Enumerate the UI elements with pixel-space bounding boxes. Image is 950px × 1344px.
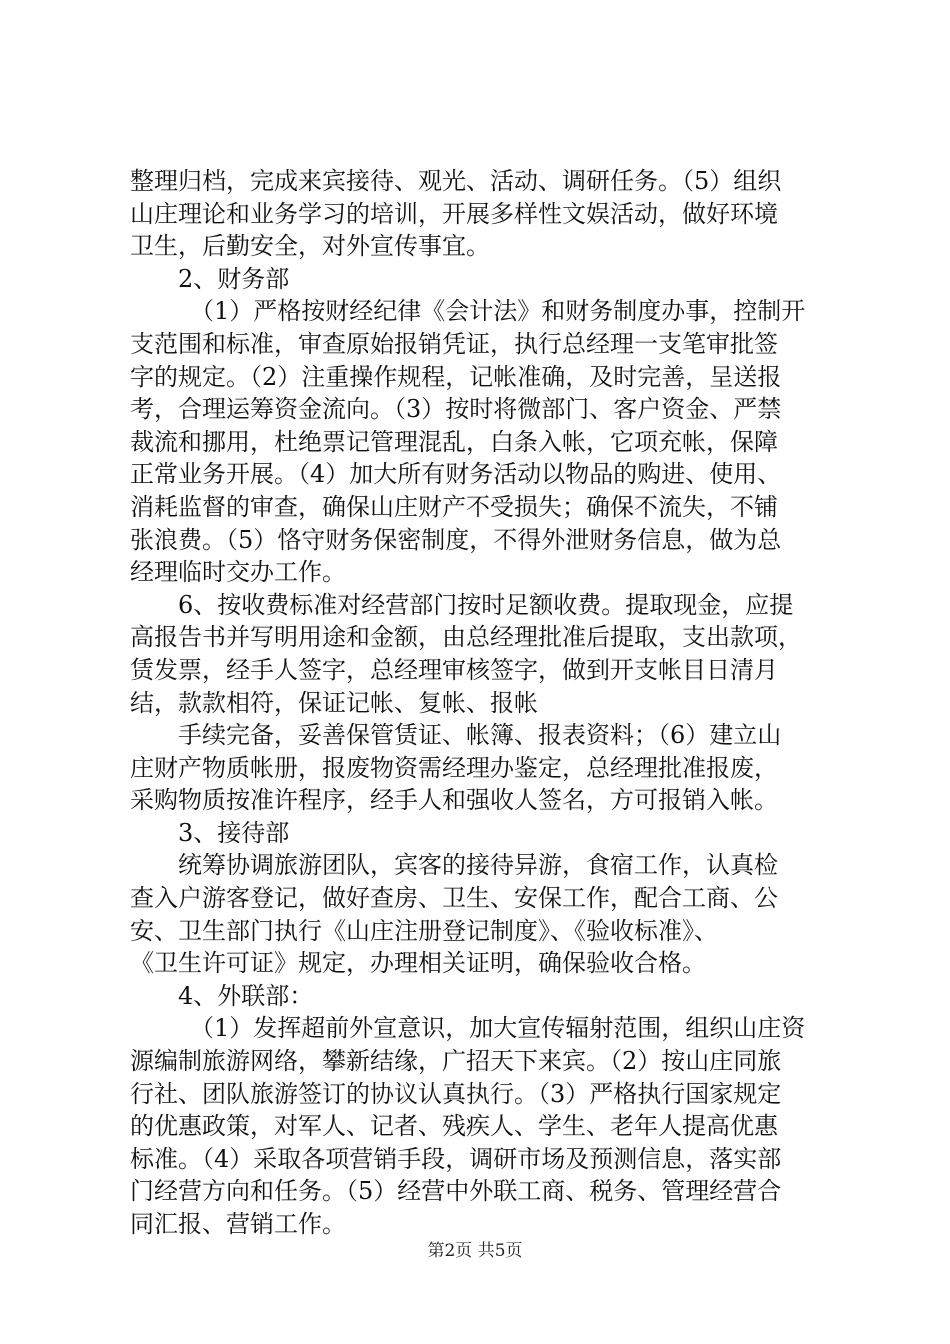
text-line: 查入户游客登记，做好查房、卫生、安保工作，配合工商、公	[130, 884, 778, 913]
text-line: 庄财产物质帐册，报废物资需经理办鉴定，总经理批准报废，	[130, 753, 778, 782]
text-line: 的优惠政策，对军人、记者、残疾人、学生、老年人提高优惠	[130, 1112, 778, 1141]
text-line: 同汇报、营销工作。	[130, 1210, 346, 1238]
text-line: 山庄理论和业务学习的培训，开展多样性文娱活动，做好环境	[130, 199, 778, 228]
text-line: 安、卫生部门执行《山庄注册登记制度》、《验收标准》、	[130, 916, 718, 945]
text-line: 高报告书并写明用途和金额，由总经理批准后提取，支出款项，	[130, 623, 802, 652]
text-line: （1）发挥超前外宣意识，加大宣传辐射范围，组织山庄资	[190, 1014, 806, 1043]
text-line: 经理临时交办工作。	[130, 558, 346, 587]
page-number-footer: 第2页 共5页	[427, 1241, 523, 1261]
section-heading-finance: 2、财务部	[178, 264, 290, 293]
text-line: 字的规定。（2）注重操作规程，记帐准确，及时完善，呈送报	[130, 362, 782, 391]
text-line: 标准。（4）采取各项营销手段，调研市场及预测信息，落实部	[130, 1144, 782, 1173]
text-line: 赁发票，经手人签字，总经理审核签字，做到开支帐目日清月	[130, 655, 778, 684]
text-line: 采购物质按准许程序，经手人和强收人签名，方可报销入帐。	[130, 786, 778, 815]
text-line: 《卫生许可证》规定，办理相关证明，确保验收合格。	[130, 949, 706, 978]
section-heading-external-relations: 4、外联部：	[178, 981, 314, 1010]
text-line: 结，款款相符，保证记帐、复帐、报帐	[130, 688, 538, 717]
text-line: 张浪费。（5）恪守财务保密制度，不得外泄财务信息，做为总	[130, 525, 782, 554]
text-line: 6、按收费标准对经营部门按时足额收费。提取现金，应提	[178, 590, 794, 619]
text-line: 整理归档，完成来宾接待、观光、活动、调研任务。（5）组织	[130, 167, 782, 195]
text-line: 行社、团队旅游签订的协议认真执行。（3）严格执行国家规定	[130, 1079, 782, 1108]
section-heading-reception: 3、接待部	[178, 818, 290, 847]
text-line: （1）严格按财经纪律《会计法》和财务制度办事，控制开	[190, 297, 806, 326]
text-line: 正常业务开展。（4）加大所有财务活动以物品的购进、使用、	[130, 460, 782, 489]
text-line: 支范围和标准，审查原始报销凭证，执行总经理一支笔审批签	[130, 329, 778, 358]
text-line: 统筹协调旅游团队，宾客的接待异游，食宿工作，认真检	[178, 851, 778, 880]
text-line: 裁流和挪用，杜绝票记管理混乱，白条入帐，它项充帐，保障	[130, 427, 778, 456]
text-line: 源编制旅游网络，攀新结缘，广招天下来宾。（2）按山庄同旅	[130, 1047, 782, 1076]
text-line: 卫生，后勤安全，对外宣传事宜。	[130, 232, 490, 261]
text-line: 手续完备，妥善保管赁证、帐簿、报表资料；（6）建立山	[178, 721, 782, 750]
document-body	[130, 165, 835, 1241]
text-line: 考，合理运筹资金流向。（3）按时将微部门、客户资金、严禁	[130, 395, 782, 424]
text-line: 门经营方向和任务。（5）经营中外联工商、税务、管理经营合	[130, 1177, 782, 1206]
text-line: 消耗监督的审查，确保山庄财产不受损失；确保不流失，不铺	[130, 492, 778, 521]
